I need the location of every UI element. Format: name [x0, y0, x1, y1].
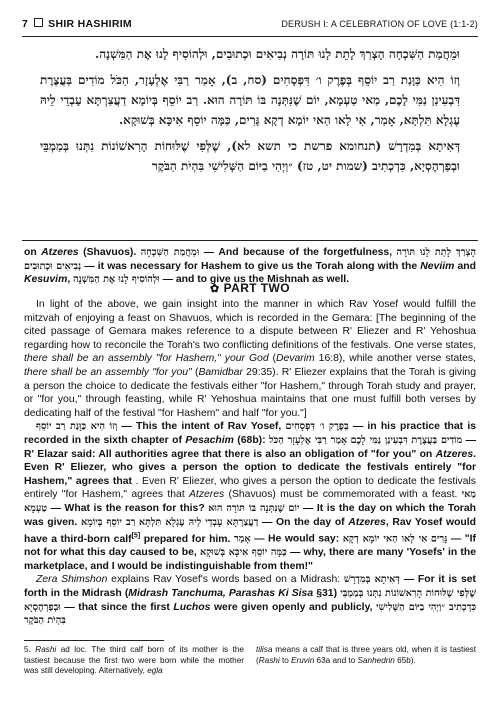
english-body — [24, 298, 476, 628]
square-ornament-icon — [34, 18, 43, 27]
part-title: PART TWO — [223, 281, 290, 295]
footnote-rule — [24, 640, 164, 641]
footnote-right: tilisa means a calf that is three years old, when it is tastiest (Rashi to Eruvin 63a and to Sanhedrin 65b). — [256, 645, 476, 665]
footnote-left: 5. Rashi ad loc. The third calf born of its mother is the tastiest because the first two were born while the mother was still developing. Alternatively, egla — [24, 645, 244, 675]
hebrew-text-block — [40, 44, 460, 182]
footnotes — [24, 645, 476, 677]
page-number: 7 — [22, 18, 29, 30]
hebrew-paragraph: וְזוֹ הִיא כַּוָּנַת רַב יוֹסֵף בְּפֶרֶק ו׳ דִּפְסָחִים (סח, ב), אָמַר רַבִּי אֶלְעָזָר, הַכֹּל מוֹדִים בַּעֲצֶרֶת דִּבְעִינַן נַמִּי לָכֶם, מַאי טַעְמָא, יוֹם שֶׁנִּתְּנָה בּוֹ תּוֹרָה הוּא. רַב יוֹסֵף בְּיוֹמָא דַעֲצַרְתָּא עָבְדֵי לֵיהּ עֶגְלָא תִּלְתָּא, אָמַר, אִי לָאו הַאי יוֹמָא דְקָא גָּרִים, כַּמָּה יוֹסֵף אִיכָּא בְּשׁוּקָא. — [40, 73, 460, 127]
divider-rule — [22, 240, 478, 241]
body-paragraph: In light of the above, we gain insight into the manner in which Rav Yosef would fulfill the mitzvah of enjoying a feast on Shavuos, which is recorded in the Gemara: [The beginning of the cited passage of Gemara makes reference to a dispute between R' Eliezer and R' Yehoshua regarding how to reconcile the Torah's two conflicting definitions of the festivals. One verse states, there shall be an assembly "for Hashem," your God (Devarim 16:8), while another verse states, there shall be an assembly "for you" (Bamidbar 29:35). R' Eliezer explains that the Torah is giving a person the choice to dedicate the festivals either "for Hashem," through Torah study and prayer, or "for you," through feasting, while R' Yehoshua maintains that one must fulfill both verses by dedicating half of the festival "for Hashem" and half "for you."] — [24, 299, 476, 419]
hebrew-paragraph: דְּאִיתָא בְּמִדְרָשׁ (תנחומא פרשת כי תשא לא), שֶׁלְּפִי שֶׁלּוּחוֹת הָרִאשׁוֹנוֹת נִתְּנוּ בְּמַמְבֵּי וּבְפַרְהֶסְיָא, כִּדְכְתִיב (שמות יט, טז) ״וַיְהִי בַיּוֹם הַשְּׁלִישִׁי בִּהְיֹת הַבֹּקֶר — [40, 139, 460, 173]
body-paragraph: וְזוֹ הִיא כַּוָּנַת רַב יוֹסֵף — This the intent of Rav Yosef, בְּפֶרֶק ו׳ דִּפְסָחִים — in his practice that is recorded in the sixth chapter of Pesachim (68b): אָמַר רַבִּי אֶלְעָזָר הַכֹּל מוֹדִים בַּעֲצֶרֶת דִּבְעִינַן נַמִּי לָכֶם — R' Elazar said: All authorities agree that there is also an obligation of "for you" on Atzeres. Even R' Eliezer, who gives a person the option to dedicate the festivals entirely "for Hashem," agrees that . Even R' Eliezer, who gives a person the option to dedicate the festivals entirely "for Hashem," agrees that Atzeres (Shavuos) must be commemorated with a feast. מַאי טַעְמָא — What is the reason for this? יוֹם שֶׁנִּתְּנָה בּוֹ תּוֹרָה הוּא — It is the day on which the Torah was given. רַב יוֹסֵף בְּיוֹמָא דַעֲצַרְתָּא עָבְדֵי לֵיהּ עֶגְלָא תִּלְתָּא — On the day of Atzeres, Rav Yosef would have a third-born calf[5] prepared for him. אָמַר — He would say: אִי לָאו הַאי יוֹמָא דְקָא גָּרִים — "If not for what this day caused to be, כַּמָּה יוֹסֵף אִיכָּא בְּשׁוּקָא — why, there are many 'Yosefs' in the marketplace, and I would be indistinguishable from them!" — [24, 421, 477, 572]
book-title: SHIR HASHIRIM — [48, 18, 132, 30]
intro-paragraph: on Atzeres (Shavuos). וּמֵחֲמַת הַשִּׁכְחָה — And because of the forgetfulness, הָצְרַךְ לָתֵת לָנוּ תּוֹרָה נְבִיאִים וּכְתוּבִים — it was necessary for Hashem to give us the Torah along with the Neviim and Kesuvim, וּלְהוֹסִיף לָנוּ אֶת הַמִּשְׁנָה — and to give us the Mishnah as well. — [24, 247, 476, 286]
body-paragraph: Zera Shimshon explains Rav Yosef's words based on a Midrash: דְּאִיתָא בְּמִדְרָשׁ — For it is set forth in the Midrash (Midrash Tanchuma, Parashas Ki Sisa §31) שֶׁלְּפִי שֶׁלּוּחוֹת הָרִאשׁוֹנוֹת נִתְּנוּ בְּמַמְבֵּי וּבְפַרְהֶסְיָא — that since the first Luchos were given openly and publicly, כִּדְכְתִיב ״וַיְהִי בַיּוֹם הַשְּׁלִישִׁי בִּהְיֹת הַבֹּקֶר — [24, 574, 477, 627]
hebrew-paragraph: וּמֵחֲמַת הַשִּׁכְחָה הָצְרַךְ לָתֵת לָנוּ תּוֹרָה נְבִיאִים וּכְתוּבִים, וּלְהוֹסִיף לָנוּ אֶת הַמִּשְׁנָה. — [95, 47, 460, 61]
section-title-header: DERUSH I: A CELEBRATION OF LOVE (1:1-2) — [281, 19, 478, 29]
part-heading — [0, 281, 500, 295]
star-ornament-icon: ✿ — [210, 283, 220, 295]
running-header — [22, 14, 478, 37]
header-left — [22, 18, 132, 30]
